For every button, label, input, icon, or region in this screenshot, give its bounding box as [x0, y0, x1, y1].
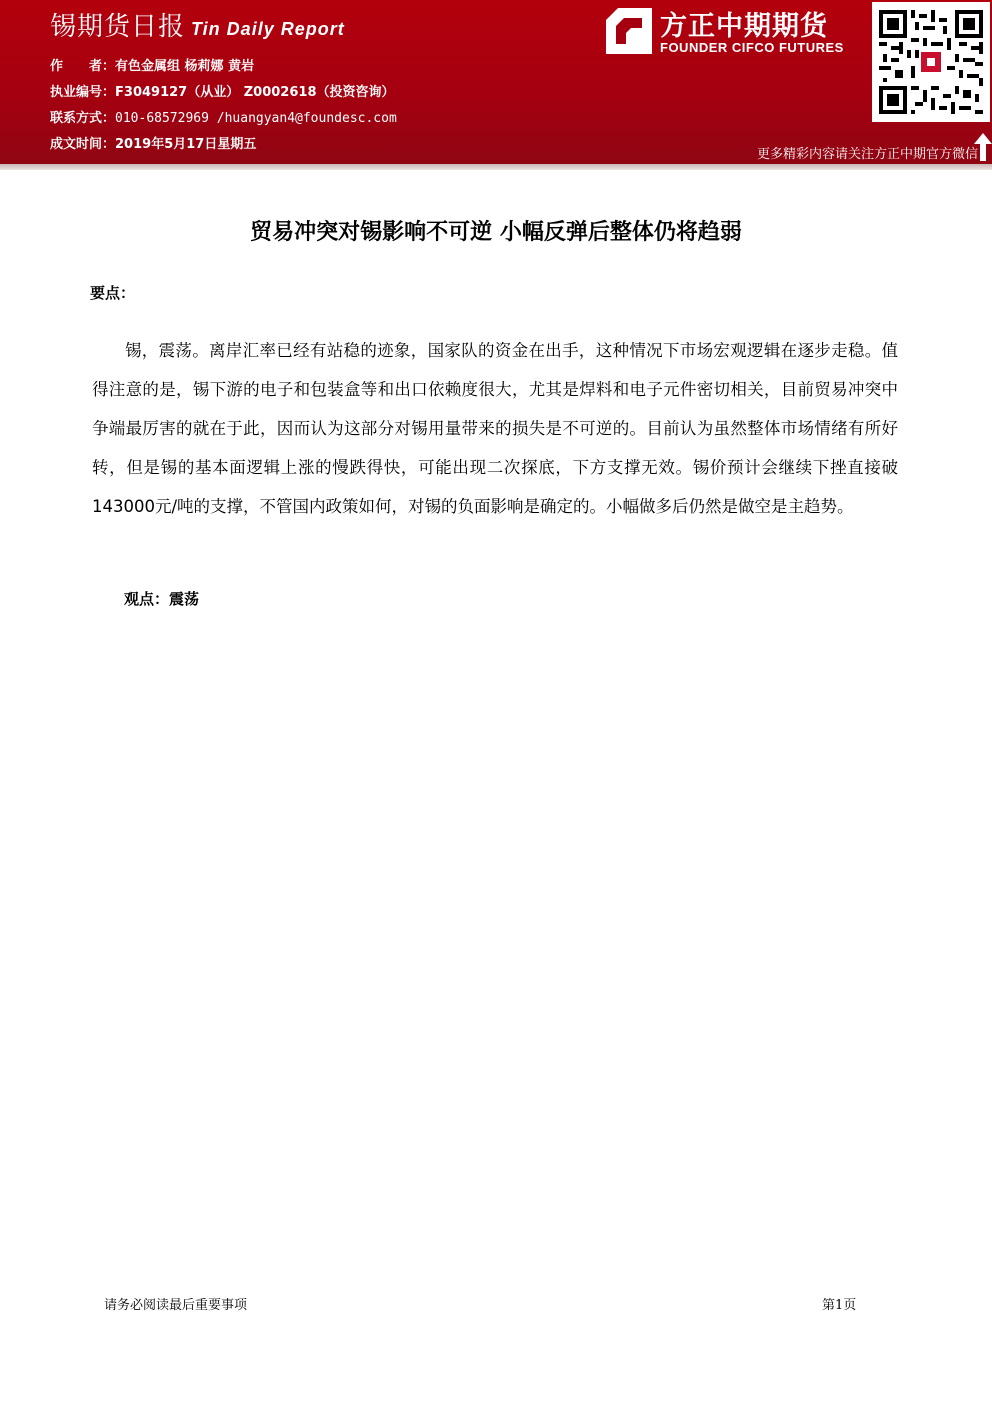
- author-value: 有色金属组 杨莉娜 黄岩: [115, 59, 255, 74]
- viewpoint-label: 观点：: [124, 590, 170, 608]
- author-line: [50, 55, 254, 74]
- license-label: 执业编号：: [50, 85, 116, 100]
- page-number: 第1页: [822, 1298, 857, 1313]
- report-title-en: Tin Daily Report: [191, 19, 345, 39]
- qr-code-icon: [879, 9, 983, 115]
- viewpoint-value: 震荡: [169, 590, 200, 608]
- author-label: 作 者：: [50, 59, 116, 74]
- contact-value: 010-68572969 /huangyan4@foundesc.com: [115, 111, 397, 126]
- logo-name-en: FOUNDER CIFCO FUTURES: [660, 40, 844, 55]
- date-label: 成文时间：: [50, 137, 116, 152]
- company-logo-icon: [604, 6, 654, 56]
- footer-disclaimer-note: 请务必阅读最后重要事项: [104, 1298, 248, 1313]
- qr-code: [872, 2, 990, 122]
- viewpoint: [124, 588, 199, 609]
- logo-name-cn: 方正中期期货: [660, 11, 828, 42]
- contact-label: 联系方式：: [50, 111, 116, 126]
- date-line: [50, 133, 256, 152]
- report-header: [0, 0, 992, 170]
- summary-paragraph: 锡，震荡。离岸汇率已经有站稳的迹象，国家队的资金在出手，这种情况下市场宏观逻辑在逐步走稳。值得注意的是，锡下游的电子和包装盒等和出口依赖度很大，尤其是焊料和电子元件密切相关，目前贸易冲突中争端最厉害的就在于此，因而认为这部分对锡用量带来的损失是不可逆的。目前认为虽然整体市场情绪有所好转，但是锡的基本面逻辑上涨的慢跌得快，可能出现二次探底，下方支撑无效。锡价预计会继续下挫直接破143000元/吨的支撑，不管国内政策如何，对锡的负面影响是确定的。小幅做多后仍然是做空是主趋势。: [92, 341, 898, 516]
- key-points-label: 要点：: [90, 284, 136, 302]
- company-logo: [604, 6, 860, 60]
- report-title-cn: 锡期货日报: [50, 12, 186, 42]
- date-value: 2019年5月17日星期五: [115, 137, 257, 152]
- document-title: 贸易冲突对锡影响不可逆 小幅反弹后整体仍将趋弱: [250, 220, 742, 245]
- up-arrow-icon: [974, 133, 992, 161]
- license-value: F3049127（从业） Z0002618（投资咨询）: [115, 85, 395, 100]
- contact-line: [50, 107, 397, 126]
- license-line: [50, 81, 394, 100]
- wechat-tip: 更多精彩内容请关注方正中期官方微信: [756, 147, 978, 162]
- report-title: [50, 6, 345, 43]
